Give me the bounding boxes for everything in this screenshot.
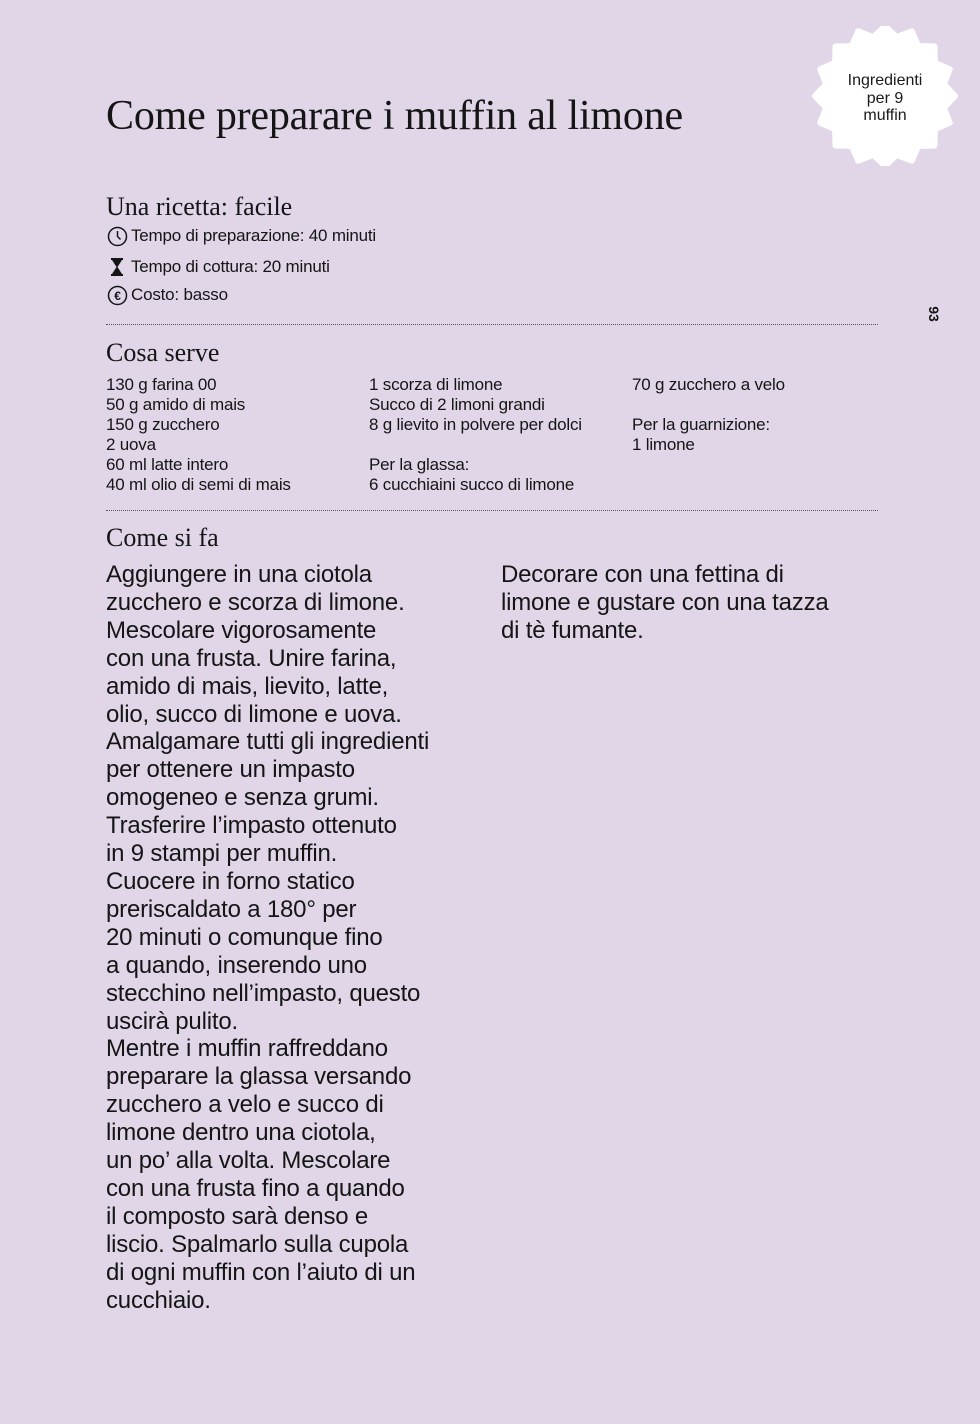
method-line: preriscaldato a 180° per: [106, 895, 357, 923]
ingredient-item: 60 ml latte intero: [106, 455, 229, 474]
method-line: Trasferire l’impasto ottenuto: [106, 812, 397, 840]
method-line: per ottenere un impasto: [106, 756, 355, 784]
ingredient-item: 1 limone: [632, 435, 695, 454]
glaze-label: Per la glassa:: [369, 455, 470, 474]
method-line: 20 minuti o comunque fino: [106, 923, 383, 951]
method-line: Cuocere in forno statico: [106, 867, 355, 895]
ingredient-item: 70 g zucchero a velo: [632, 375, 785, 394]
prep-time-row: [106, 224, 376, 248]
ingredient-item: 50 g amido di mais: [106, 395, 246, 414]
method-line: zucchero e scorza di limone.: [106, 588, 405, 616]
badge-line: per 9: [866, 89, 904, 107]
euro-icon: [106, 284, 128, 306]
method-line: liscio. Spalmarlo sulla cupola: [106, 1230, 409, 1258]
method-line: a quando, inserendo uno: [106, 951, 367, 979]
badge-line: muffin: [863, 107, 907, 124]
method-line: Aggiungere in una ciotola: [106, 561, 372, 588]
method-line: Decorare con una fettina di: [501, 561, 784, 588]
method-line: Mescolare vigorosamente: [106, 616, 377, 644]
method-line: di ogni muffin con l’aiuto di un: [106, 1258, 416, 1286]
method-line: omogeneo e senza grumi.: [106, 784, 379, 812]
method-line: Mentre i muffin raffreddano: [106, 1035, 388, 1063]
ingredient-item: 150 g zucchero: [106, 415, 220, 434]
method-line: uscirà pulito.: [106, 1007, 238, 1035]
ingredient-item: Succo di 2 limoni grandi: [369, 395, 545, 414]
ingredient-spacer: [632, 395, 785, 415]
svg-text:€: €: [113, 288, 121, 303]
ingredients-column-3: [632, 375, 785, 455]
method-line: limone dentro una ciotola,: [106, 1119, 376, 1147]
method-heading: Come si fa: [106, 523, 219, 552]
method-line: con una frusta. Unire farina,: [106, 644, 397, 672]
cook-time-row: [106, 255, 330, 279]
method-line: olio, succo di limone e uova.: [106, 700, 402, 728]
method-line: amido di mais, lievito, latte,: [106, 672, 389, 700]
cost-text: Costo: basso: [131, 285, 228, 304]
ingredient-item: 2 uova: [106, 435, 156, 454]
page-title: Come preparare i muffin al limone: [106, 93, 683, 139]
cost-row: [106, 283, 228, 307]
badge-line: Ingredienti: [847, 72, 923, 89]
prep-time-text: Tempo di preparazione: 40 minuti: [131, 226, 376, 245]
ingredients-heading: Cosa serve: [106, 338, 220, 367]
ingredient-spacer: [369, 435, 582, 455]
ingredients-column-2: [369, 375, 582, 495]
ingredient-item: 1 scorza di limone: [369, 375, 503, 394]
cook-time-text: Tempo di cottura: 20 minuti: [131, 257, 330, 276]
method-line: stecchino nell’impasto, questo: [106, 979, 421, 1007]
ingredients-column-1: [106, 375, 291, 495]
method-line: con una frusta fino a quando: [106, 1174, 405, 1202]
badge-text: [812, 72, 958, 125]
method-column-1: [106, 561, 486, 1314]
ingredient-item: 8 g lievito in polvere per dolci: [369, 415, 582, 434]
method-line: in 9 stampi per muffin.: [106, 840, 338, 868]
page-number: 93: [926, 306, 942, 322]
method-line: limone e gustare con una tazza: [501, 588, 829, 616]
method-line: un po’ alla volta. Mescolare: [106, 1147, 391, 1175]
section-divider: [106, 510, 878, 511]
difficulty-heading: Una ricetta: facile: [106, 192, 293, 221]
hourglass-icon: [106, 256, 128, 278]
method-line: Amalgamare tutti gli ingredienti: [106, 728, 430, 756]
servings-badge: [812, 26, 958, 166]
method-column-2: [501, 561, 881, 645]
method-line: di tè fumante.: [501, 616, 644, 644]
clock-icon: [106, 225, 128, 247]
section-divider: [106, 324, 878, 325]
method-line: preparare la glassa versando: [106, 1063, 412, 1091]
method-line: cucchiaio.: [106, 1286, 211, 1314]
ingredient-item: 130 g farina 00: [106, 375, 217, 394]
ingredient-item: 40 ml olio di semi di mais: [106, 475, 291, 494]
method-line: il composto sarà denso e: [106, 1202, 369, 1230]
ingredient-item: 6 cucchiaini succo di limone: [369, 475, 575, 494]
garnish-label: Per la guarnizione:: [632, 415, 770, 434]
method-line: zucchero a velo e succo di: [106, 1091, 384, 1119]
